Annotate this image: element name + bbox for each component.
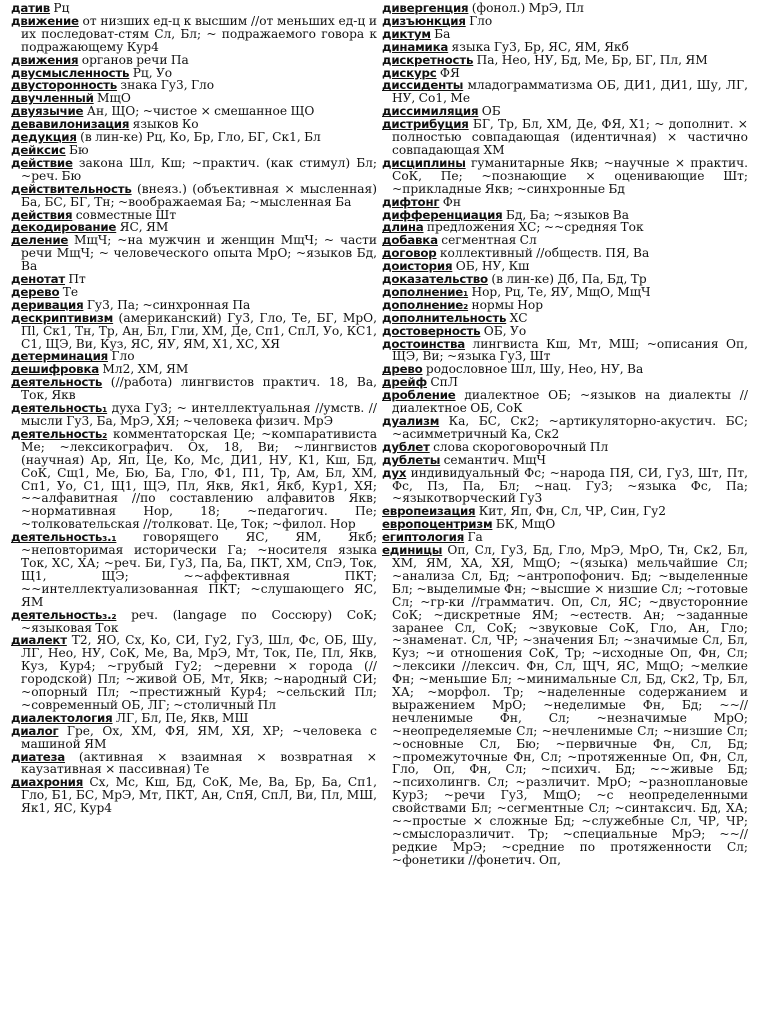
left-column — [11, 2, 377, 815]
entry-headword: движения — [11, 52, 79, 67]
entry-references: Гре, Ох, ХМ, ФЯ, ЯМ, ХЯ, ХР; ~человека с машиной ЯМ — [21, 723, 377, 751]
entry-references: ОБ, НУ, Кш — [452, 259, 530, 274]
entry-headword: египтология — [382, 530, 465, 545]
entry-references: предложения ХС; ~~средняя Ток — [423, 220, 644, 235]
entry-references: Бд, Ба; ~языков Ва — [502, 207, 630, 222]
entry-references: (в лин-ке) Рц, Ко, Бр, Гло, БГ, Ск1, Бл — [76, 130, 321, 145]
entry-headword: длина — [382, 220, 424, 235]
entry-headword: детерминация — [11, 349, 109, 364]
entry-headword: дифтонг — [382, 194, 440, 209]
entry-references: семантич. МщЧ — [440, 452, 546, 467]
index-entry — [11, 376, 377, 402]
entry-references: ЛГ, Бл, Пе, Якв, МШ — [112, 710, 249, 725]
entry-headword: движение — [11, 13, 79, 28]
entry-headword: двусторонность — [11, 78, 118, 93]
entry-headword: дифференциация — [382, 207, 503, 222]
entry-headword: деятельность₁ — [11, 401, 108, 416]
entry-headword: датив — [11, 1, 51, 15]
entry-headword: дополнение₁ — [382, 284, 469, 299]
entry-headword: декодирование — [11, 220, 117, 235]
entry-references: диалектное ОБ; ~языков на диалекты //диалектное ОБ, СоК — [392, 388, 748, 416]
entry-headword: деление — [11, 233, 69, 248]
index-entry — [11, 531, 377, 608]
entry-references: слова скороговорочный Пл — [429, 439, 609, 454]
entry-references: (фонол.) МрЭ, Пл — [468, 1, 584, 15]
entry-headword: деятельность₃.₂ — [11, 607, 117, 622]
entry-references: сегментная Сл — [437, 233, 537, 248]
entry-headword: диалектология — [11, 710, 113, 725]
entry-headword: дисциплины — [382, 155, 466, 170]
entry-headword: дивергенция — [382, 1, 469, 15]
entry-references: говорящего ЯС, ЯМ, Якб; ~неповторимая исторически Га; ~носителя языка Ток, ХС, ХА; ~реч. Би, Гу3, Па, Ба, ПКТ, ХМ, СпЭ, Ток, Щ1, ЩЭ; ~~аффективная ПКТ; ~~интеллектуализованная ПКТ; ~слушающего ЯС, ЯМ — [21, 530, 377, 609]
index-entry — [382, 157, 748, 196]
entry-headword: дублеты — [382, 452, 441, 467]
entry-references: ОБ, Уо — [480, 323, 527, 338]
index-entry — [11, 312, 377, 351]
entry-headword: дейксис — [11, 142, 66, 157]
entry-headword: единицы — [382, 543, 443, 558]
entry-headword: дизъюнкция — [382, 13, 466, 28]
index-entry — [11, 234, 377, 273]
entry-references: от низших ед-ц к высшим //от меньших ед-ц и их последоват-стям Сл, Бл; ~ подражаемого говора к подражающему Кур4 — [21, 13, 377, 54]
entry-references: органов речи Па — [78, 52, 189, 67]
entry-references: Пт — [65, 272, 86, 287]
entry-headword: дескриптивизм — [11, 310, 114, 325]
entry-references: Гло — [108, 349, 135, 364]
entry-headword: доистория — [382, 259, 453, 274]
entry-references: комментаторская Це; ~компаративиста Ме; ~лексикографич. Ох, 18, Ви; ~лингвистов (научная) Ар, Яп, Це, Ко, Мс, ДИ1, НУ, К1, Кш, Бд, СоК, Сщ1, Ме, Бю, Ба, Гло, Ф1, П1, Тр, Ам, Бл, ХМ, Сп1, Уо, С1, Щ1, ЩЭ, Пл, Якв, Як1, Якб, Кур1, ХЯ; ~~алфавитная //по составлению алфавитов Якв; ~нормативная Нор, 18; ~педагогич. Пе; ~толковательская //толковат. Це, Ток; ~филол. Нор — [21, 426, 377, 532]
entry-references: Ка, БС, Ск2; ~артикуляторно-акустич. БС; ~асимметричный Ка, Ск2 — [392, 414, 748, 441]
entry-references: индивидуальный Фс; ~народа ПЯ, СИ, Гу3, Шт, Пт, Фс, Пз, Па, Бл; ~нац. Гу3; ~языка Фс, Па; ~языкотворческий Гу3 — [392, 465, 748, 506]
index-entry — [11, 751, 377, 777]
entry-references: лингвиста Кш, Мт, МШ; ~описания Оп, ЩЭ, Ви; ~языка Гу3, Шт — [392, 336, 748, 364]
right-column — [382, 2, 748, 867]
entry-references: реч. (langage по Соссюру) СоК; ~языковая Ток — [21, 607, 377, 635]
entry-headword: диахрония — [11, 775, 84, 790]
entry-references: Те — [59, 284, 79, 299]
entry-headword: действительность — [11, 181, 132, 196]
entry-references: БГ, Тр, Бл, ХМ, Де, ФЯ, Х1; ~ дополнит. × полностью совпадающая (идентичная) × частично совпадающая ХМ — [392, 117, 748, 157]
entry-headword: дрейф — [382, 375, 427, 390]
entry-references: Кит, Яп, Фн, Сл, ЧР, Син, Гу2 — [475, 504, 667, 519]
entry-references: СпЛ — [426, 375, 458, 390]
index-entry — [382, 415, 748, 441]
index-entry — [11, 157, 377, 183]
entry-headword: диктум — [382, 26, 431, 41]
entry-references: нормы Нор — [468, 297, 544, 312]
entry-headword: древо — [382, 362, 423, 377]
entry-references: МщО — [93, 91, 131, 106]
entry-headword: деривация — [11, 297, 84, 312]
entry-headword: диалог — [11, 723, 59, 738]
entry-headword: дублет — [382, 439, 430, 454]
entry-headword: действия — [11, 207, 73, 222]
entry-headword: дерево — [11, 284, 60, 299]
entry-headword: европеизация — [382, 504, 476, 519]
entry-headword: европоцентризм — [382, 517, 493, 532]
entry-references: младограмматизма ОБ, ДИ1, ДИ1, Шу, ЛГ, НУ, Со1, Ме — [392, 78, 748, 106]
entry-headword: диссиденты — [382, 78, 464, 93]
entry-headword: диалект — [11, 633, 67, 648]
entry-references: БК, МщО — [492, 517, 556, 532]
entry-headword: дискурс — [382, 65, 437, 80]
entry-references: знака Гу3, Гло — [117, 78, 215, 93]
entry-references: ХС — [506, 310, 528, 325]
entry-references: Рц, Уо — [129, 65, 173, 80]
entry-headword: динамика — [382, 39, 449, 54]
entry-references: (американский) Гу3, Гло, Те, БГ, МрО, Пl, Ск1, Тн, Тр, Ан, Бл, Гли, ХМ, Де, Сп1, СпЛ, Уо, КС1, С1, ЩЭ, Ви, Куз, ЯС, ЯУ, ЯМ, Х1, ХС, ХЯ — [21, 310, 377, 351]
entry-references: ФЯ — [436, 65, 460, 80]
entry-references: (внеяз.) (объективная × мысленная) Ба, БС, БГ, Тн; ~воображаемая Ба; ~мысленная Ба — [21, 181, 377, 209]
entry-headword: доказательство — [382, 272, 488, 287]
entry-references: (активная × взаимная × возвратная × каузативная × пассивная) Те — [21, 749, 377, 777]
entry-references: Сх, Мс, Кш, Бд, СоК, Ме, Ва, Бр, Ба, Сп1, Гло, Б1, БС, МрЭ, Мт, ПКТ, Ан, СпЯ, СпЛ, Ви, Пл, МШ, Як1, ЯС, Кур4 — [21, 775, 377, 816]
entry-headword: деятельность₃.₁ — [11, 530, 117, 545]
index-entry — [382, 467, 748, 506]
entry-headword: диатеза — [11, 749, 66, 764]
entry-headword: дистрибуция — [382, 117, 469, 132]
entry-references: коллективный //обществ. ПЯ, Ва — [436, 246, 650, 261]
entry-headword: дуализм — [382, 414, 440, 428]
entry-references: Бю — [65, 142, 89, 157]
entry-references: совместные Шт — [72, 207, 177, 222]
entry-references: духа Гу3; ~ интеллектуальная //умств. //мысли Гу3, Ба, МрЭ, ХЯ; ~человека физич. МрЭ — [21, 401, 377, 428]
entry-references: Оп, Сл, Гу3, Бд, Гло, МрЭ, МрО, Тн, Ск2, Бл, ХМ, ЯМ, ХА, ХЯ, МщО; ~(языка) мельчайшие Сл; ~анализа Сл, Бд; ~антропофонич. Бд; ~выделенные Бл; ~выделимые Фн; ~высшие × низшие Сл; ~готовые Сл; ~гр-ки //грамматич. Оп, Сл, ЯС; ~двусторонние СоК; ~дискретные ЯМ; ~естеств. Ан; ~заданные заранее Сл, СоК; ~звуковые СоК, Гло, Ан, Гло; ~знаменат. Сл, ЧР; ~значения Бл; ~значимые Сл, Бл, Куз; ~и отношения СоК, Тр; ~исходные Оп, Фн, Сл; ~лексики //лексич. Фн, Сл, ЩЧ, ЯС, МщО; ~мелкие Фн; ~меньшие Бл; ~минимальные Сл, Бд, Ск2, Тр, Бл, ХА; ~морфол. Тр; ~наделенные содержанием и выражением МрО; ~неделимые Фн, Бд; ~~//нечленимые Фн, Сл; ~незначимые МрО; ~неопределяемые Сл; ~нечленимые Сл; ~низшие Сл; ~основные Сл, Бю; ~первичные Фн, Сл, Бд; ~промежуточные Фн, Сл; ~протяженные Оп, Фн, Сл, Гло, Оп, Фн, Сл; ~психич. Бд; ~~живые Бд; ~психолингв. Сл; ~различит. МрО; ~разноплановые Кур3; ~речи Гу3, МщО; ~с неопределенными свойствами Бл; ~сегментные Сл; ~синтаксич. Бд, ХА; ~~простые × сложные Бд; ~служебные Сл, ЧР, ЧР; ~смыслоразличит. Тр; ~специальные МрЭ; ~~//редкие МрЭ; ~средние по протяженности Сл; ~фонетики //фонетич. Оп, — [392, 543, 748, 867]
entry-references: Па, Нео, НУ, Бд, Ме, Бр, БГ, Пл, ЯМ — [473, 52, 708, 67]
index-entry — [11, 402, 377, 428]
entry-headword: дешифровка — [11, 362, 100, 377]
entry-references: Га — [464, 530, 483, 545]
entry-references: Фн — [439, 194, 461, 209]
entry-references: Рц — [50, 1, 70, 15]
entry-references: языка Гу3, Бр, ЯС, ЯМ, Якб — [448, 39, 629, 54]
entry-headword: дробление — [382, 388, 456, 403]
entry-headword: дополнительность — [382, 310, 507, 325]
entry-headword: денотат — [11, 272, 66, 287]
index-entry — [382, 118, 748, 157]
index-entry — [11, 776, 377, 815]
entry-headword: дух — [382, 465, 407, 480]
entry-references: Гу3, Па; ~синхронная Па — [83, 297, 251, 312]
entry-headword: деятельность — [11, 375, 103, 390]
index-entry — [11, 428, 377, 531]
entry-headword: двусмысленность — [11, 65, 130, 80]
entry-headword: достоверность — [382, 323, 481, 338]
entry-headword: действие — [11, 155, 73, 170]
entry-references: ЯС, ЯМ — [116, 220, 169, 235]
entry-references: (//работа) лингвистов практич. 18, Ва, Ток, Якв — [21, 375, 377, 403]
entry-headword: дополнение₂ — [382, 297, 469, 312]
entry-headword: добавка — [382, 233, 438, 248]
entry-references: Мл2, ХМ, ЯМ — [99, 362, 189, 377]
entry-headword: дискретность — [382, 52, 474, 67]
entry-references: (в лин-ке) Дб, Па, Бд, Тр — [487, 272, 647, 287]
entry-references: гуманитарные Якв; ~научные × практич. СоК, Пе; ~познающие × оценивающие Шт; ~прикладные Якв; ~синхронные Бд — [392, 155, 748, 196]
entry-headword: дедукция — [11, 130, 77, 145]
entry-references: Гло — [465, 13, 493, 28]
index-entry — [11, 183, 377, 209]
entry-references: Ба — [430, 26, 451, 41]
index-entry — [382, 544, 748, 867]
entry-headword: деятельность₂ — [11, 426, 108, 441]
entry-references: родословное Шл, Шу, Нео, НУ, Ва — [422, 362, 644, 377]
index-entry — [11, 725, 377, 751]
index-entry — [11, 609, 377, 635]
entry-references: закона Шл, Кш; ~практич. (как стимул) Бл; ~реч. Бю — [21, 155, 377, 183]
index-entry — [382, 79, 748, 105]
entry-headword: двучленный — [11, 91, 94, 106]
entry-headword: достоинства — [382, 336, 466, 351]
entry-references: Нор, Рц, Те, ЯУ, МщО, МщЧ — [468, 284, 651, 299]
entry-headword: диссимиляция — [382, 104, 479, 119]
entry-references: ОБ — [478, 104, 501, 119]
entry-references: Ан, ЩО; ~чистое × смешанное ЩО — [83, 104, 315, 119]
entry-headword: девавилонизация — [11, 117, 130, 132]
index-entry — [382, 338, 748, 364]
entry-references: МщЧ; ~на мужчин и женщин МщЧ; ~ части речи МщЧ; ~ человеческого опыта МрО; ~языков Бд, Ва — [21, 233, 377, 274]
entry-references: языков Ко — [129, 117, 199, 132]
index-entry — [11, 15, 377, 54]
index-entry — [382, 389, 748, 415]
entry-headword: двуязычие — [11, 104, 84, 119]
index-entry — [11, 634, 377, 711]
entry-references: Т2, ЯО, Сх, Ко, СИ, Гу2, Гу3, Шл, Фс, ОБ, Шу, ЛГ, Нео, НУ, СоК, Ме, Ва, МрЭ, Мт, Ток, Пе, Пл, Якв, Куз, Кур4; ~грубый Гу2; ~деревни × города (//городской) Пл; ~живой ОБ, Мт, Якв; ~народный СИ; ~опорный Пл; ~престижный Кур4; ~сельский Пл; ~современный ОБ, ЛГ; ~столичный Пл — [21, 633, 377, 712]
entry-headword: договор — [382, 246, 437, 261]
